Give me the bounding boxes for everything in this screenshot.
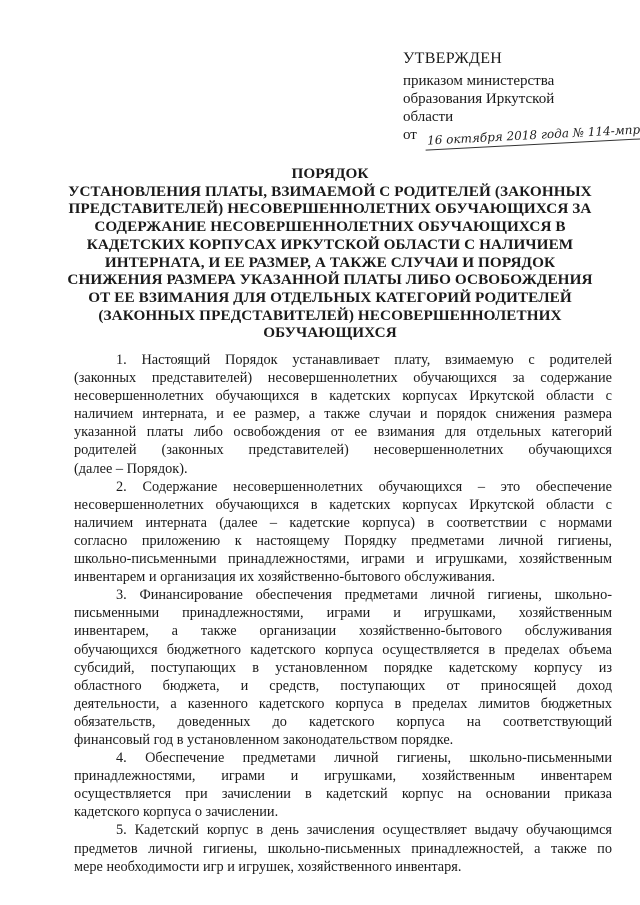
approval-line: области [403, 109, 454, 125]
paragraph-line: родителей (законных представителей) несовершеннолетних обучающихся [74, 442, 612, 459]
paragraph-line: субсидий, поступающих в установленном порядке кадетскому корпусу из [74, 659, 612, 676]
title-line: СОДЕРЖАНИЕ НЕСОВЕРШЕННОЛЕТНИХ ОБУЧАЮЩИХСЯ В [94, 218, 566, 236]
paragraph-line: обязательств, доведенных до кадетского корпуса на соответствующий [74, 713, 612, 730]
paragraph-line: инвентарем и организация их хозяйственно-бытового обслуживания. [74, 569, 496, 586]
paragraph-line: инвентарем, а также организации хозяйственно-бытового обслуживания [74, 623, 612, 640]
approval-block [403, 50, 640, 148]
paragraph-line: наличием интерната, и ее размер, а также случаи и порядок снижения размера [74, 406, 612, 423]
paragraph-line: указанной платы либо освобождения от ее взимания для отдельных категорий [74, 424, 612, 441]
paragraph-line: (законных представителей) несовершеннолетних обучающихся за содержание [74, 370, 612, 387]
title-line: ПРЕДСТАВИТЕЛЕЙ) НЕСОВЕРШЕННОЛЕТНИХ ОБУЧАЮЩИХСЯ ЗА [68, 200, 592, 218]
document-title [50, 165, 610, 342]
paragraph-line: кадетского корпуса о зачислении. [74, 804, 279, 821]
title-line: ПОРЯДОК [291, 165, 369, 182]
approval-line: приказом министерства [403, 73, 555, 89]
paragraph-line: наличием интерната (далее – кадетские корпуса) в соответствии с нормами [74, 514, 612, 531]
paragraph-line: финансовый год в установленном законодательством порядке. [74, 731, 454, 748]
approval-stamp: УТВЕРЖДЕН [403, 50, 503, 67]
title-line: (ЗАКОННЫХ ПРЕДСТАВИТЕЛЕЙ) НЕСОВЕРШЕННОЛЕТНИХ [98, 306, 562, 324]
paragraph-line: 2. Содержание несовершеннолетних обучающихся – это обеспечение [116, 478, 612, 495]
paragraph-line: мере необходимости игр и игрушек, хозяйственного инвентаря. [74, 858, 462, 875]
paragraph-line: 4. Обеспечение предметами личной гигиены, школьно-письменными [116, 750, 612, 767]
paragraph-line: (далее – Порядок). [74, 460, 188, 477]
paragraph-line: деятельности, а казенного кадетского корпуса в пределах лимитов бюджетных [74, 695, 612, 712]
paragraph-line: несовершеннолетних обучающихся в кадетских корпусах Иркутской области с [74, 388, 612, 405]
paragraph-line: согласно приложению к настоящему Порядку предметами личной гигиены, [74, 532, 612, 549]
paragraph-line: 3. Финансирование обеспечения предметами личной гигиены, школьно- [116, 587, 612, 604]
paragraph-line: школьно-письменными принадлежностями, играми и игрушками, хозяйственным [74, 551, 612, 568]
paragraph-line: 5. Кадетский корпус в день зачисления осуществляет выдачу обучающимся [116, 822, 612, 839]
paragraph-line: 1. Настоящий Порядок устанавливает плату, взимаемую с родителей [116, 352, 612, 368]
paragraph-line: предметов личной гигиены, школьно-письменных принадлежностей, а также по [74, 840, 612, 857]
title-line: ОТ ЕЕ ВЗИМАНИЯ ДЛЯ ОТДЕЛЬНЫХ КАТЕГОРИЙ РОДИТЕЛЕЙ [88, 288, 572, 306]
approval-date-handwritten: 16 октября 2018 года № 114-мпр [424, 120, 640, 150]
paragraph-line: обучающихся бюджетного кадетского корпуса осуществляется в пределах объема [74, 641, 612, 658]
title-line: СНИЖЕНИЯ РАЗМЕРА УКАЗАННОЙ ПЛАТЫ ЛИБО ОСВОБОЖДЕНИЯ [67, 271, 593, 289]
approval-line: образования Иркутской [403, 91, 555, 107]
paragraph-line: принадлежностями, играми и игрушками, хозяйственным инвентарем [74, 768, 612, 785]
approval-date-prefix: от [403, 127, 417, 143]
title-line: ОБУЧАЮЩИХСЯ [263, 324, 397, 342]
title-line: ИНТЕРНАТА, И ЕЕ РАЗМЕР, А ТАКЖЕ СЛУЧАИ И ПОРЯДОК [104, 253, 556, 271]
paragraph-line: областного бюджета, и средств, поступающих от приносящей доход [74, 677, 612, 694]
document-body [74, 351, 612, 876]
title-line: УСТАНОВЛЕНИЯ ПЛАТЫ, ВЗИМАЕМОЙ С РОДИТЕЛЕЙ (ЗАКОННЫХ [68, 182, 592, 200]
paragraph-line: осуществляется при зачислении в кадетский корпус на основании приказа [74, 786, 612, 803]
approval-date-row [403, 122, 640, 148]
paragraph-line: несовершеннолетних обучающихся в кадетских корпусах Иркутской области с [74, 496, 612, 513]
paragraph-line: письменными принадлежностями, играми и игрушками, хозяйственным [74, 605, 612, 622]
title-line: КАДЕТСКИХ КОРПУСАХ ИРКУТСКОЙ ОБЛАСТИ С НАЛИЧИЕМ [86, 235, 574, 253]
